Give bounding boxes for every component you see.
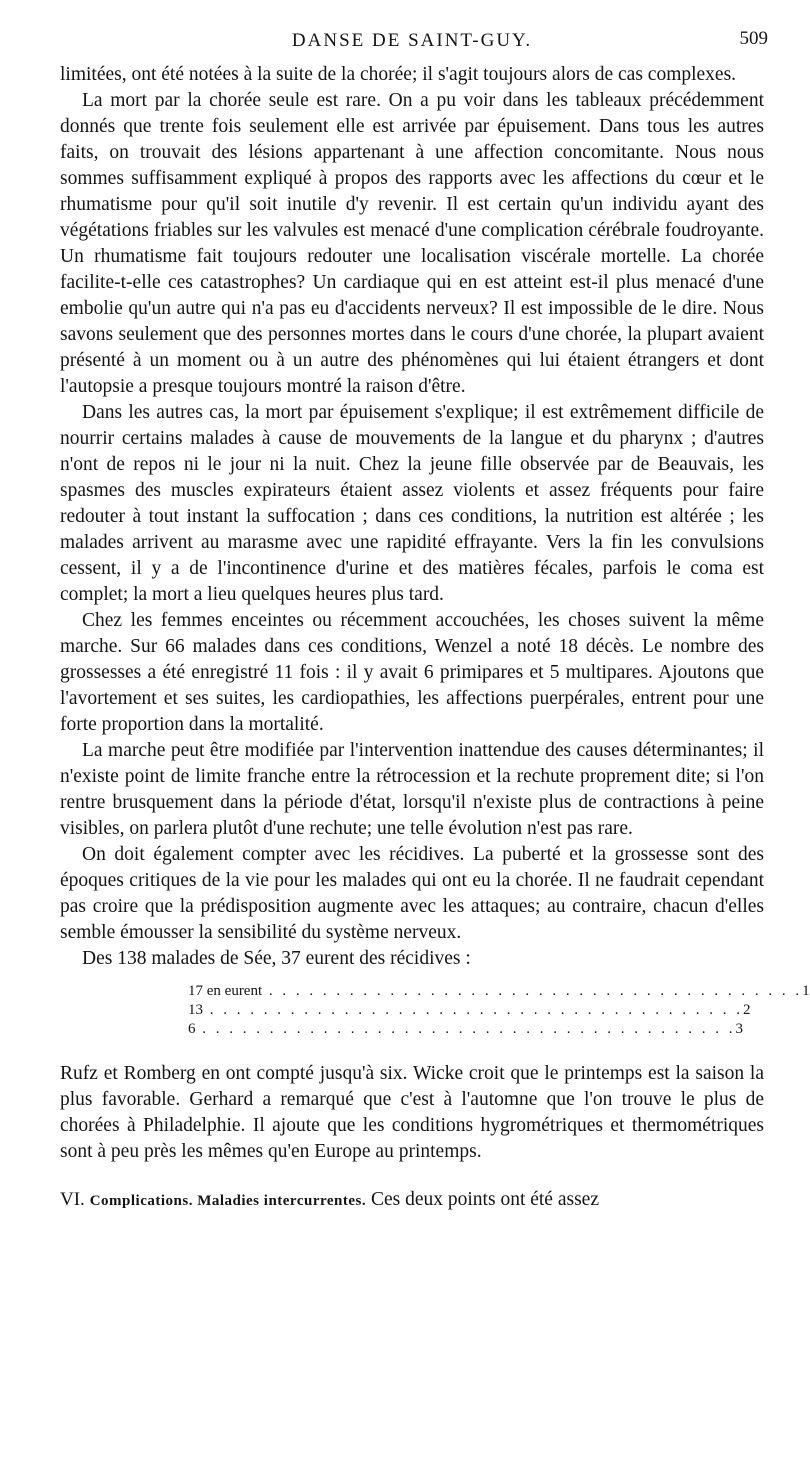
table-row: 6 . . . . . . . . . . . . . . . . . . . . . . . . . . . . . . . . . . . . . . . . 3: [188, 1021, 743, 1037]
row-value: 3: [735, 1021, 743, 1037]
row-value: 2: [743, 1002, 751, 1018]
page-number: 509: [739, 28, 768, 49]
section-heading: Complications. Maladies intercurrentes.: [89, 1193, 367, 1209]
paragraph: La marche peut être modifiée par l'intervention inattendue des causes déterminantes; il n'existe point de limite franche entre la rétrocession et la rechute proprement dite; si l'on rentre brusquement dans la période d'état, lorsqu'il n'existe plus de contractions à peine visibles, on parlera plutôt d'une rechute; une telle évolution n'est pas rare.: [60, 740, 764, 839]
paragraph: Dans les autres cas, la mort par épuisement s'explique; il est extrêmement difficile de nourrir certains malades à cause de mouvements de la langue et du pharynx ; d'autres n'ont de repos ni le jour ni la nuit. Chez la jeune fille observée par de Beauvais, les spasmes des muscles expirateurs étaient assez violents et assez fréquents pour faire redouter à tout instant la suffocation ; dans ces conditions, la nutrition est altérée ; les malades arrivent au marasme avec une rapidité effrayante. Vers la fin les convulsions cessent, il y a de l'incontinence d'urine et des matières fécales, parfois le coma est complet; la mort a lieu quelques heures plus tard.: [60, 402, 764, 605]
running-head: [60, 22, 768, 62]
body-text-continued: [60, 1061, 764, 1165]
row-value: 1: [802, 983, 810, 999]
table-row: 17 en eurent . . . . . . . . . . . . . . . . . . . . . . . . . . . . . . . . . . . . . . . . 1: [188, 983, 810, 999]
row-label: 6: [188, 1021, 196, 1037]
paragraph: Chez les femmes enceintes ou récemment accouchées, les choses suivent la même marche. Sur 66 malades dans ces conditions, Wenzel a noté 18 décès. Le nombre des grossesses a été enregistré 11 fois : il y avait 6 primipares et 5 multipares. Ajoutons que l'avortement et ses suites, les cardiopathies, les affections puerpérales, entrent pour une forte proportion dans la mortalité.: [60, 610, 764, 735]
table-row: 13 . . . . . . . . . . . . . . . . . . . . . . . . . . . . . . . . . . . . . . . . 2: [188, 1002, 751, 1018]
paragraph: limitées, ont été notées à la suite de la chorée; il s'agit toujours alors de cas complexes.: [60, 64, 737, 85]
recidives-table: [188, 982, 810, 1039]
paragraph: La mort par la chorée seule est rare. On a pu voir dans les tableaux précédemment donnés que trente fois seulement elle est arrivée par épuisement. Dans tous les autres faits, on trouvait des lésions appartenant à une affection concomitante. Nous nous sommes suffisamment expliqué à propos des rapports avec les affections du cœur et le rhumatisme pour qu'il soit inutile d'y revenir. Il est certain qu'un individu ayant des végétations friables sur les valvules est menacé d'une complication cérébrale foudroyante. Un rhumatisme fait toujours redouter une localisation viscérale mortelle. La chorée facilite-t-elle ces catastrophes? Un cardiaque qui en est atteint est-il plus menacé d'une embolie qu'un autre qui n'a pas eu d'accidents nerveux? Il est impossible de le dire. Nous savons seulement que des personnes mortes dans le cours d'une chorée, la plupart avaient présenté à un moment ou à un autre des phénomènes qui lui étaient étrangers et dont l'autopsie a presque toujours montré la raison d'être.: [60, 90, 764, 397]
section-text: Ces deux points ont été assez: [370, 1189, 599, 1210]
paragraph: Des 138 malades de Sée, 37 eurent des récidives :: [82, 948, 471, 969]
running-title: DANSE DE SAINT-GUY.: [291, 30, 533, 51]
paragraph: Rufz et Romberg en ont compté jusqu'à six. Wicke croit que le printemps est la saison la plus favorable. Gerhard a remarqué que c'est à l'automne que l'on trouve le plus de chorées à Philadelphie. Il ajoute que les conditions hygrométriques et thermométriques sont à peu près les mêmes qu'en Europe au printemps.: [60, 1063, 764, 1162]
row-label: 13: [188, 1002, 203, 1018]
paragraph: On doit également compter avec les récidives. La puberté et la grossesse sont des époques critiques de la vie pour les malades qui ont eu la chorée. Il ne faudrait cependant pas croire que la prédisposition augmente avec les attaques; au contraire, chacun d'elles semble émousser la sensibilité du système nerveux.: [60, 844, 764, 943]
row-label: 17 en eurent: [188, 983, 263, 999]
section-number: VI.: [60, 1189, 85, 1210]
body-text: [60, 62, 764, 972]
page: [60, 22, 810, 1214]
section-start: [60, 1187, 764, 1214]
